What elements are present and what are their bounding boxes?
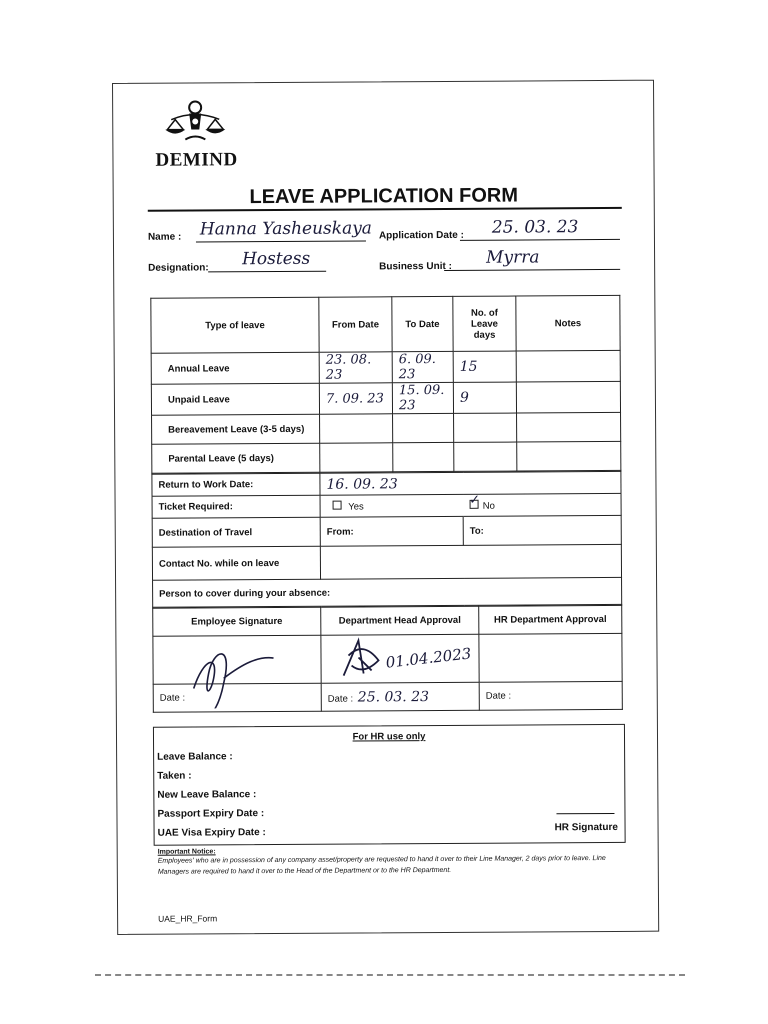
destination-row xyxy=(152,515,621,547)
details-table xyxy=(151,471,622,608)
application-date-label: Application Date : xyxy=(378,229,464,242)
hr-signature-cell[interactable] xyxy=(479,633,622,682)
leave-notes[interactable] xyxy=(517,412,621,442)
employee-date-label: Date : xyxy=(159,692,186,704)
visa-expiry-label: UAE Visa Expiry Date : xyxy=(157,827,266,839)
new-leave-balance-label: New Leave Balance : xyxy=(157,789,257,801)
business-unit-value[interactable]: Myrra xyxy=(486,247,540,268)
return-label: Return to Work Date: xyxy=(152,473,320,496)
table-row xyxy=(151,350,620,384)
name-label: Name : xyxy=(147,231,182,243)
signature-row xyxy=(153,633,622,684)
ticket-row xyxy=(152,493,621,518)
name-value[interactable]: Hanna Yasheuskaya xyxy=(199,218,372,240)
to-date[interactable]: 6. 09. 23 xyxy=(392,351,453,382)
leave-days[interactable]: 9 xyxy=(453,382,516,413)
col-header-type: Type of leave xyxy=(151,297,319,353)
ticket-yes-label: Yes xyxy=(348,500,364,513)
ticket-yes-checkbox[interactable] xyxy=(333,500,342,509)
leave-type: Unpaid Leave xyxy=(151,383,319,415)
leave-type: Bereavement Leave (3-5 days) xyxy=(152,414,320,444)
contact-label: Contact No. while on leave xyxy=(152,546,320,580)
employee-signature-image xyxy=(163,638,313,709)
logo-text: DEMIND xyxy=(155,149,238,171)
table-row xyxy=(152,412,621,444)
form-code: UAE_HR_Form xyxy=(158,913,218,924)
business-unit-label: Business Unit : xyxy=(379,260,452,273)
ticket-label: Ticket Required: xyxy=(152,495,320,518)
notice-heading: Important Notice: xyxy=(157,848,216,856)
logo-emblem xyxy=(163,99,227,145)
checkmark-icon: ✓ xyxy=(469,491,480,507)
designation-label: Designation: xyxy=(148,262,209,274)
approvals-table xyxy=(152,605,623,713)
dept-head-header: Department Head Approval xyxy=(321,606,479,635)
leave-form-sheet xyxy=(112,80,659,935)
page-title: LEAVE APPLICATION FORM xyxy=(249,184,519,209)
dept-head-signature-cell[interactable] xyxy=(321,634,479,683)
leave-table-header xyxy=(151,295,620,353)
scan-edge-line xyxy=(95,974,685,976)
ticket-no-checkbox[interactable] xyxy=(469,491,480,508)
contact-field[interactable] xyxy=(320,544,621,579)
table-row xyxy=(151,381,620,415)
application-date-value[interactable]: 25. 03. 23 xyxy=(491,217,579,238)
leave-notes[interactable] xyxy=(517,441,621,471)
hr-use-only-box xyxy=(153,724,626,846)
to-date[interactable]: 15. 09. 23 xyxy=(392,382,453,413)
hr-signature-line xyxy=(556,813,614,814)
col-header-from: From Date xyxy=(319,297,392,352)
from-date[interactable] xyxy=(320,443,393,472)
dept-approval-note: 01.04.2023 xyxy=(384,644,473,672)
from-label: From: xyxy=(326,526,354,538)
to-label: To: xyxy=(469,525,484,537)
passport-expiry-label: Passport Expiry Date : xyxy=(157,808,265,820)
from-date[interactable]: 23. 08. 23 xyxy=(319,352,392,383)
table-row xyxy=(152,441,621,473)
leave-type: Parental Leave (5 days) xyxy=(152,443,320,473)
dept-date-value: 25. 03. 23 xyxy=(357,688,430,706)
col-header-notes: Notes xyxy=(516,295,620,351)
approvals-header xyxy=(153,605,622,636)
leave-balance-label: Leave Balance : xyxy=(157,751,233,763)
cover-row xyxy=(153,577,622,607)
taken-label: Taken : xyxy=(157,770,192,782)
notice-text: Employees' who are in possession of any company asset/property are requested to hand it over to their Line Manager, 2 days prior to leave. Line Managers are required to hand it over to the Head of the Department or to the HR Department. xyxy=(157,854,606,876)
leave-days[interactable] xyxy=(454,413,517,442)
leave-notes[interactable] xyxy=(516,381,620,413)
leave-table xyxy=(150,295,621,474)
leave-days[interactable] xyxy=(454,442,517,471)
destination-to-field[interactable] xyxy=(463,515,621,545)
return-row xyxy=(152,471,621,496)
from-date[interactable]: 7. 09. 23 xyxy=(319,383,392,414)
contact-row xyxy=(152,544,621,580)
destination-from-field[interactable] xyxy=(320,516,463,546)
ticket-yes-option[interactable] xyxy=(320,494,463,517)
employee-signature-cell[interactable] xyxy=(153,635,321,684)
to-date[interactable] xyxy=(393,442,454,471)
employee-signature-header: Employee Signature xyxy=(153,607,321,636)
hr-signature-label: HR Signature xyxy=(554,821,618,834)
from-date[interactable] xyxy=(320,414,393,443)
hr-date-label: Date : xyxy=(485,690,512,702)
cover-label: Person to cover during your absence: xyxy=(153,577,622,607)
leave-type: Annual Leave xyxy=(151,352,319,384)
to-date[interactable] xyxy=(393,413,454,442)
designation-value[interactable]: Hostess xyxy=(242,248,311,270)
col-header-to: To Date xyxy=(392,296,453,351)
dept-date-cell[interactable] xyxy=(321,682,479,711)
leave-notes[interactable] xyxy=(516,350,620,382)
destination-label: Destination of Travel xyxy=(152,517,320,547)
hr-dept-header: HR Department Approval xyxy=(479,605,622,634)
hr-date-cell[interactable] xyxy=(479,681,622,710)
ticket-no-option[interactable] xyxy=(463,493,621,516)
hr-section-title: For HR use only xyxy=(352,731,426,743)
return-date-value[interactable]: 16. 09. 23 xyxy=(320,471,621,495)
leave-days[interactable]: 15 xyxy=(453,351,516,382)
ticket-no-label: No xyxy=(482,500,495,512)
dept-date-label: Date : xyxy=(327,693,354,705)
col-header-days: No. of Leave days xyxy=(453,296,516,351)
